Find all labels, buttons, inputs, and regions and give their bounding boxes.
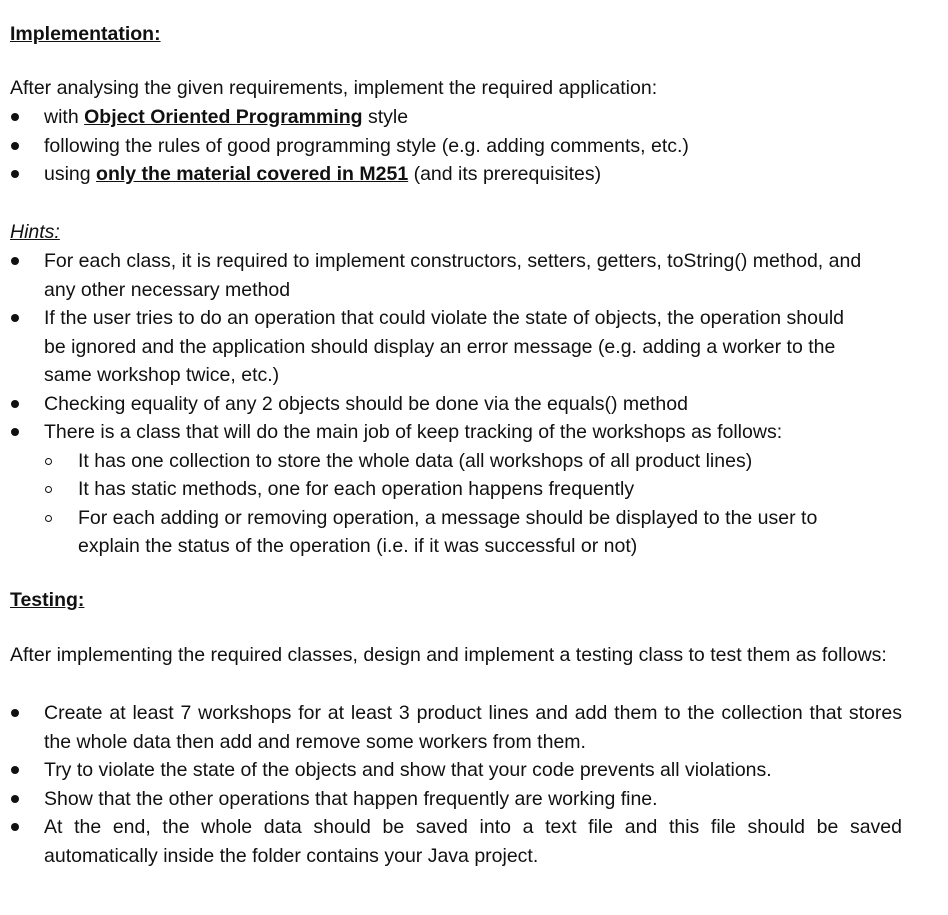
list-item-text: Try to violate the state of the objects and show that your code prevents all violations.: [44, 759, 772, 781]
list-item: [0, 390, 870, 419]
list-item-emphasis: Object Oriented Programming: [84, 106, 363, 128]
sub-list-item: [44, 504, 870, 561]
hints-heading: Hints:: [10, 221, 60, 243]
list-item-prefix: with: [44, 106, 85, 128]
sub-list-item: [44, 447, 870, 476]
bullet-circle-icon: [45, 458, 52, 465]
list-item: [0, 132, 905, 161]
list-item: [0, 756, 902, 785]
bullet-dot-icon: [11, 428, 19, 436]
list-item-text: There is a class that will do the main job of keep tracking of the workshops as follows:: [44, 421, 783, 443]
bullet-circle-icon: [45, 515, 52, 522]
list-item-emphasis: only the material covered in M251: [96, 163, 409, 185]
hints-sub-list: [44, 447, 870, 561]
list-item-text: Show that the other operations that happen frequently are working fine.: [44, 787, 658, 810]
bullet-dot-icon: [11, 257, 19, 265]
list-item: [0, 699, 902, 756]
testing-intro: After implementing the required classes, design and implement a testing class to test them as follows:: [10, 644, 887, 666]
bullet-dot-icon: [11, 823, 19, 831]
bullet-dot-icon: [11, 709, 19, 717]
implementation-heading: Implementation:: [10, 23, 161, 45]
implementation-intro: After analysing the given requirements, implement the required application:: [10, 77, 658, 99]
list-item-suffix: style: [362, 106, 409, 128]
implementation-list: [0, 103, 905, 189]
hints-list: [0, 247, 870, 561]
list-item-suffix: (and its prerequisites): [408, 163, 602, 185]
bullet-dot-icon: [11, 795, 19, 803]
bullet-dot-icon: [11, 142, 19, 150]
bullet-circle-icon: [45, 486, 52, 493]
bullet-dot-icon: [11, 766, 19, 774]
list-item: [0, 247, 870, 304]
list-item: [0, 813, 902, 870]
bullet-dot-icon: [11, 170, 19, 178]
bullet-dot-icon: [11, 400, 19, 408]
list-item: [0, 418, 870, 561]
sub-list-item-text: It has one collection to store the whole data (all workshops of all product lines): [78, 449, 753, 472]
bullet-dot-icon: [11, 314, 19, 322]
list-item-text: following the rules of good programming style (e.g. adding comments, etc.): [44, 134, 689, 157]
list-item-prefix: using: [44, 163, 97, 185]
sub-list-item-text: It has static methods, one for each operation happens frequently: [78, 478, 635, 500]
sub-list-item-text: For each adding or removing operation, a message should be displayed to the user to explain the status of the operation (i.e. if it was successful or not): [78, 506, 818, 557]
list-item-text: At the end, the whole data should be saved into a text file and this file should be saved automatically inside the folder contains your Java project.: [44, 816, 902, 867]
list-item: [0, 160, 905, 189]
bullet-dot-icon: [11, 113, 19, 121]
sub-list-item: [44, 475, 870, 504]
list-item-text: If the user tries to do an operation that could violate the state of objects, the operation should be ignored and the application should display an error message (e.g. adding a worker to the same workshop twice, etc.): [44, 307, 845, 386]
list-item: [0, 785, 902, 814]
list-item-text: Create at least 7 workshops for at least 3 product lines and add them to the collection that stores the whole data then add and remove some workers from them.: [44, 702, 902, 753]
testing-heading: Testing:: [10, 589, 85, 611]
list-item: [0, 103, 905, 132]
list-item: [0, 304, 870, 390]
list-item-text: For each class, it is required to implement constructors, setters, getters, toString() method, and any other necessary method: [44, 250, 862, 301]
testing-list: [0, 699, 902, 870]
list-item-text: Checking equality of any 2 objects should be done via the equals() method: [44, 392, 688, 415]
